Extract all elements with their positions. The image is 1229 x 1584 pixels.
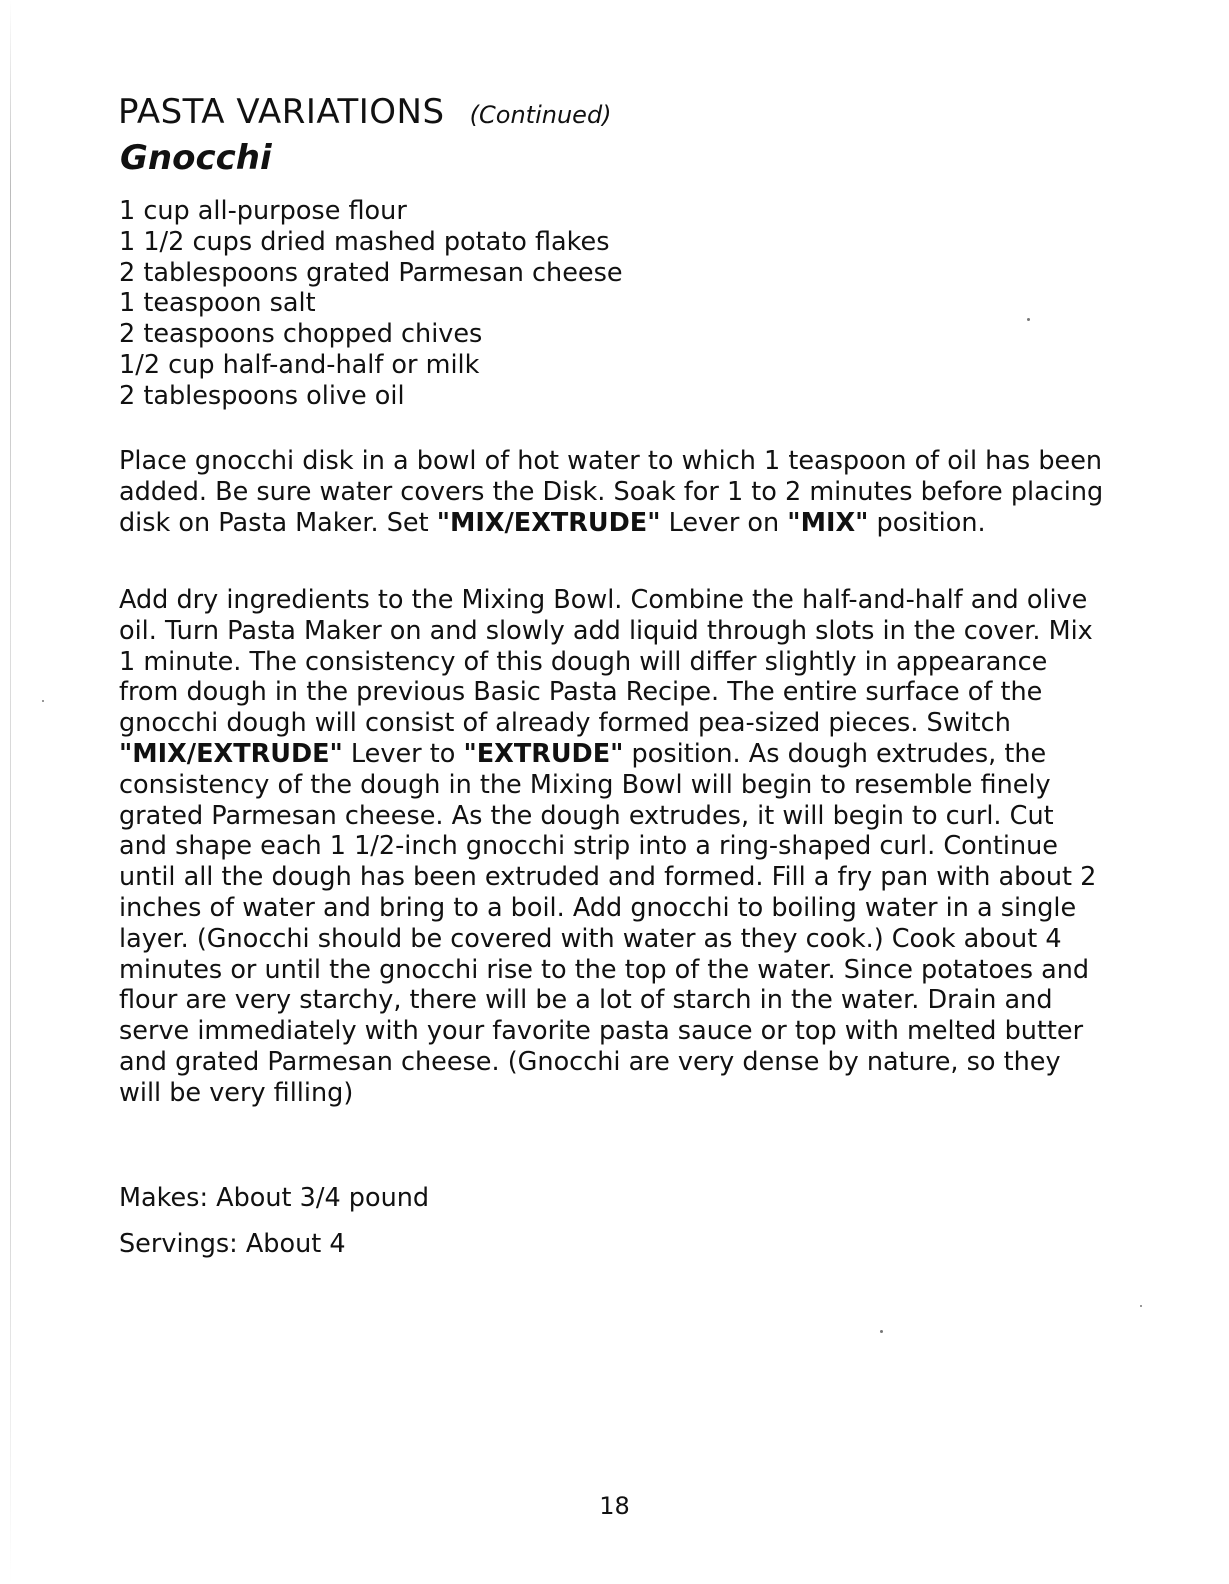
recipe-title: Gnocchi [120,138,272,178]
scan-speck [1027,318,1030,321]
instruction-paragraph-method [119,585,1109,1109]
ingredient-item: 1 teaspoon salt [119,288,316,319]
lever-extrude-label: "EXTRUDE" [463,738,624,769]
lever-mix-extrude-label: "MIX/EXTRUDE" [119,738,343,769]
ingredient-list [119,196,623,412]
page-number: 18 [599,1492,630,1520]
ingredient-item: 2 teaspoons chopped chives [119,319,483,350]
instruction-paragraph-soak [119,446,1109,538]
servings-text: Servings: About 4 [119,1229,346,1259]
ingredient-item: 2 tablespoons olive oil [119,380,405,411]
scan-speck [880,1330,883,1333]
scan-edge-line [10,0,11,1584]
paragraph-text: Add dry ingredients to the Mixing Bowl. Combine the half-and-half and olive oil. Turn Pasta Maker on and slowly add liquid through slots in the cover. Mix 1 minute. The consistency of this dough will differ slightly in appearance from dough in the previous Basic Pasta Recipe. The entire surface of the gnocchi dough will consist of already formed pea-sized pieces. Switch [119,585,1093,739]
scan-speck [42,700,44,702]
yield-text: Makes: About 3/4 pound [119,1183,430,1213]
section-title: PASTA VARIATIONS [118,92,445,132]
section-header [118,92,612,132]
paragraph-text: Lever on [660,507,788,538]
continued-label: (Continued) [469,101,612,129]
paragraph-text: Lever to [342,738,464,769]
ingredient-item: 1 1/2 cups dried mashed potato flakes [119,226,610,257]
ingredient-item: 1/2 cup half-and-half or milk [119,349,480,380]
paragraph-text: position. As dough extrudes, the consistency of the dough in the Mixing Bowl will begin to resemble finely grated Parmesan cheese. As the dough extrudes, it will begin to curl. Cut and shape each 1 1/2-inch gnocchi strip into a ring-shaped curl. Continue until all the dough has been extruded and formed. Fill a fry pan with about 2 inches of water and bring to a boil. Add gnocchi to boiling water in a single layer. (Gnocchi should be covered with water as they cook.) Cook about 4 minutes or until the gnocchi rise to the top of the water. Since potatoes and flour are very starchy, there will be a lot of starch in the water. Drain and serve immediately with your favorite pasta sauce or top with melted butter and grated Parmesan cheese. (Gnocchi are very dense by nature, so they will be very filling) [119,738,1097,1108]
paragraph-text: position. [868,507,986,538]
ingredient-item: 2 tablespoons grated Parmesan cheese [119,257,623,288]
lever-mix-extrude-label: "MIX/EXTRUDE" [436,507,661,538]
ingredient-item: 1 cup all-purpose flour [119,196,407,226]
paragraph-text: Place gnocchi disk in a bowl of hot water to which 1 teaspoon of oil has been added. Be sure water covers the Disk. Soak for 1 to 2 minutes before placing disk on Pasta Maker. Set [119,446,1104,538]
lever-mix-label: "MIX" [787,507,869,538]
scan-speck [1140,1305,1142,1307]
